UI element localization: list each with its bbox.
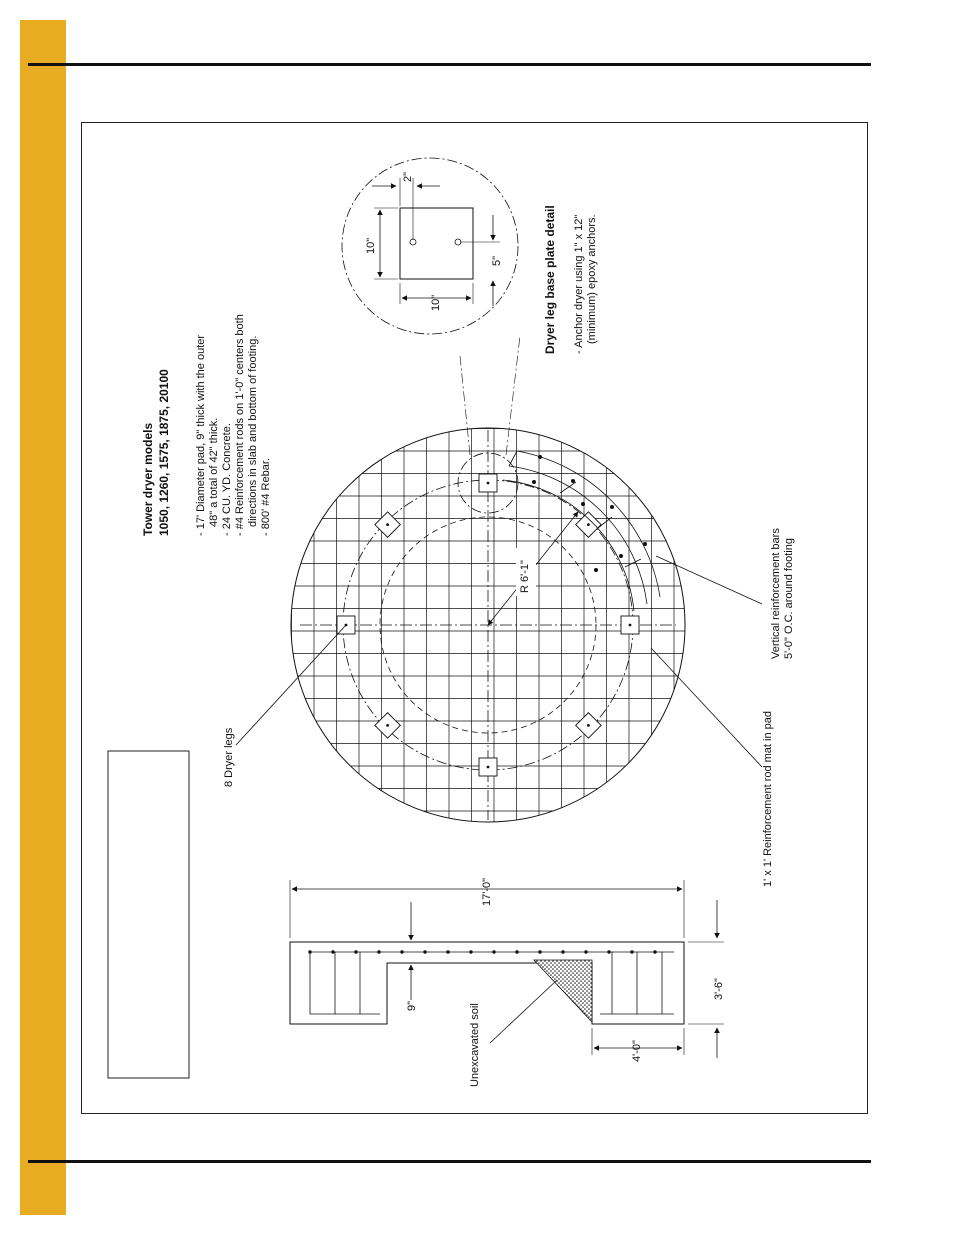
legend-box [108,751,189,1078]
note-bullets [195,314,272,536]
vertical-bars-line-2: 5'-0" O.C. around footing [783,538,795,659]
vertical-bars-label [770,528,795,659]
main-note [141,369,171,536]
radius-label: R 6'-1" [519,560,531,593]
note-bullet-6: - 800' #4 Rebar. [260,458,272,536]
detail-note [543,205,598,354]
footing-section [290,877,724,1058]
dim-9in: 9" [406,1000,418,1011]
detail-title: Dryer leg base plate detail [543,205,557,354]
vertical-bars-line-1: Vertical reinforcement bars [770,528,782,659]
dim-17ft: 17'-0" [481,877,493,906]
rod-mat-label: 1' x 1' Reinforcement rod mat in pad [762,710,774,887]
soil-label: Unexcavated soil [469,1003,481,1087]
dim-2in: 2" [402,171,414,182]
dim-10in-horizontal: 10" [430,294,442,311]
leader-soil [490,980,557,1043]
dryer-legs-label: 8 Dryer legs [223,727,235,787]
note-bullet-5: directions in slab and bottom of footing. [247,335,259,527]
leader-dryer-legs [236,625,346,745]
note-title-1: Tower dryer models [141,422,155,536]
detail-note-2: (minimum) epoxy anchors. [586,214,598,344]
note-bullet-2: 48" a total of 42" thick. [208,417,220,527]
detail-note-1: - Anchor dryer using 1" x 12" [573,214,585,354]
plan-view [285,336,697,834]
dim-4ft: 4'-0" [631,1040,643,1062]
leader-vertical-bars [656,556,762,604]
note-bullet-4: - #4 Reinforcement rods on 1'-0" centers both [234,314,246,536]
dim-5in: 5" [491,255,503,266]
note-title-2: 1050, 1260, 1575, 1875, 20100 [157,369,171,536]
note-bullet-3: - 24 CU. YD. Concrete. [221,423,233,536]
dim-10in-vertical: 10" [365,237,377,254]
detail-callout-circle [458,453,518,513]
leader-rod-mat [651,648,762,767]
dim-3ft6: 3'-6" [713,978,725,1000]
note-bullet-1: - 17' Diameter pad, 9" thick with the outer [195,334,207,536]
